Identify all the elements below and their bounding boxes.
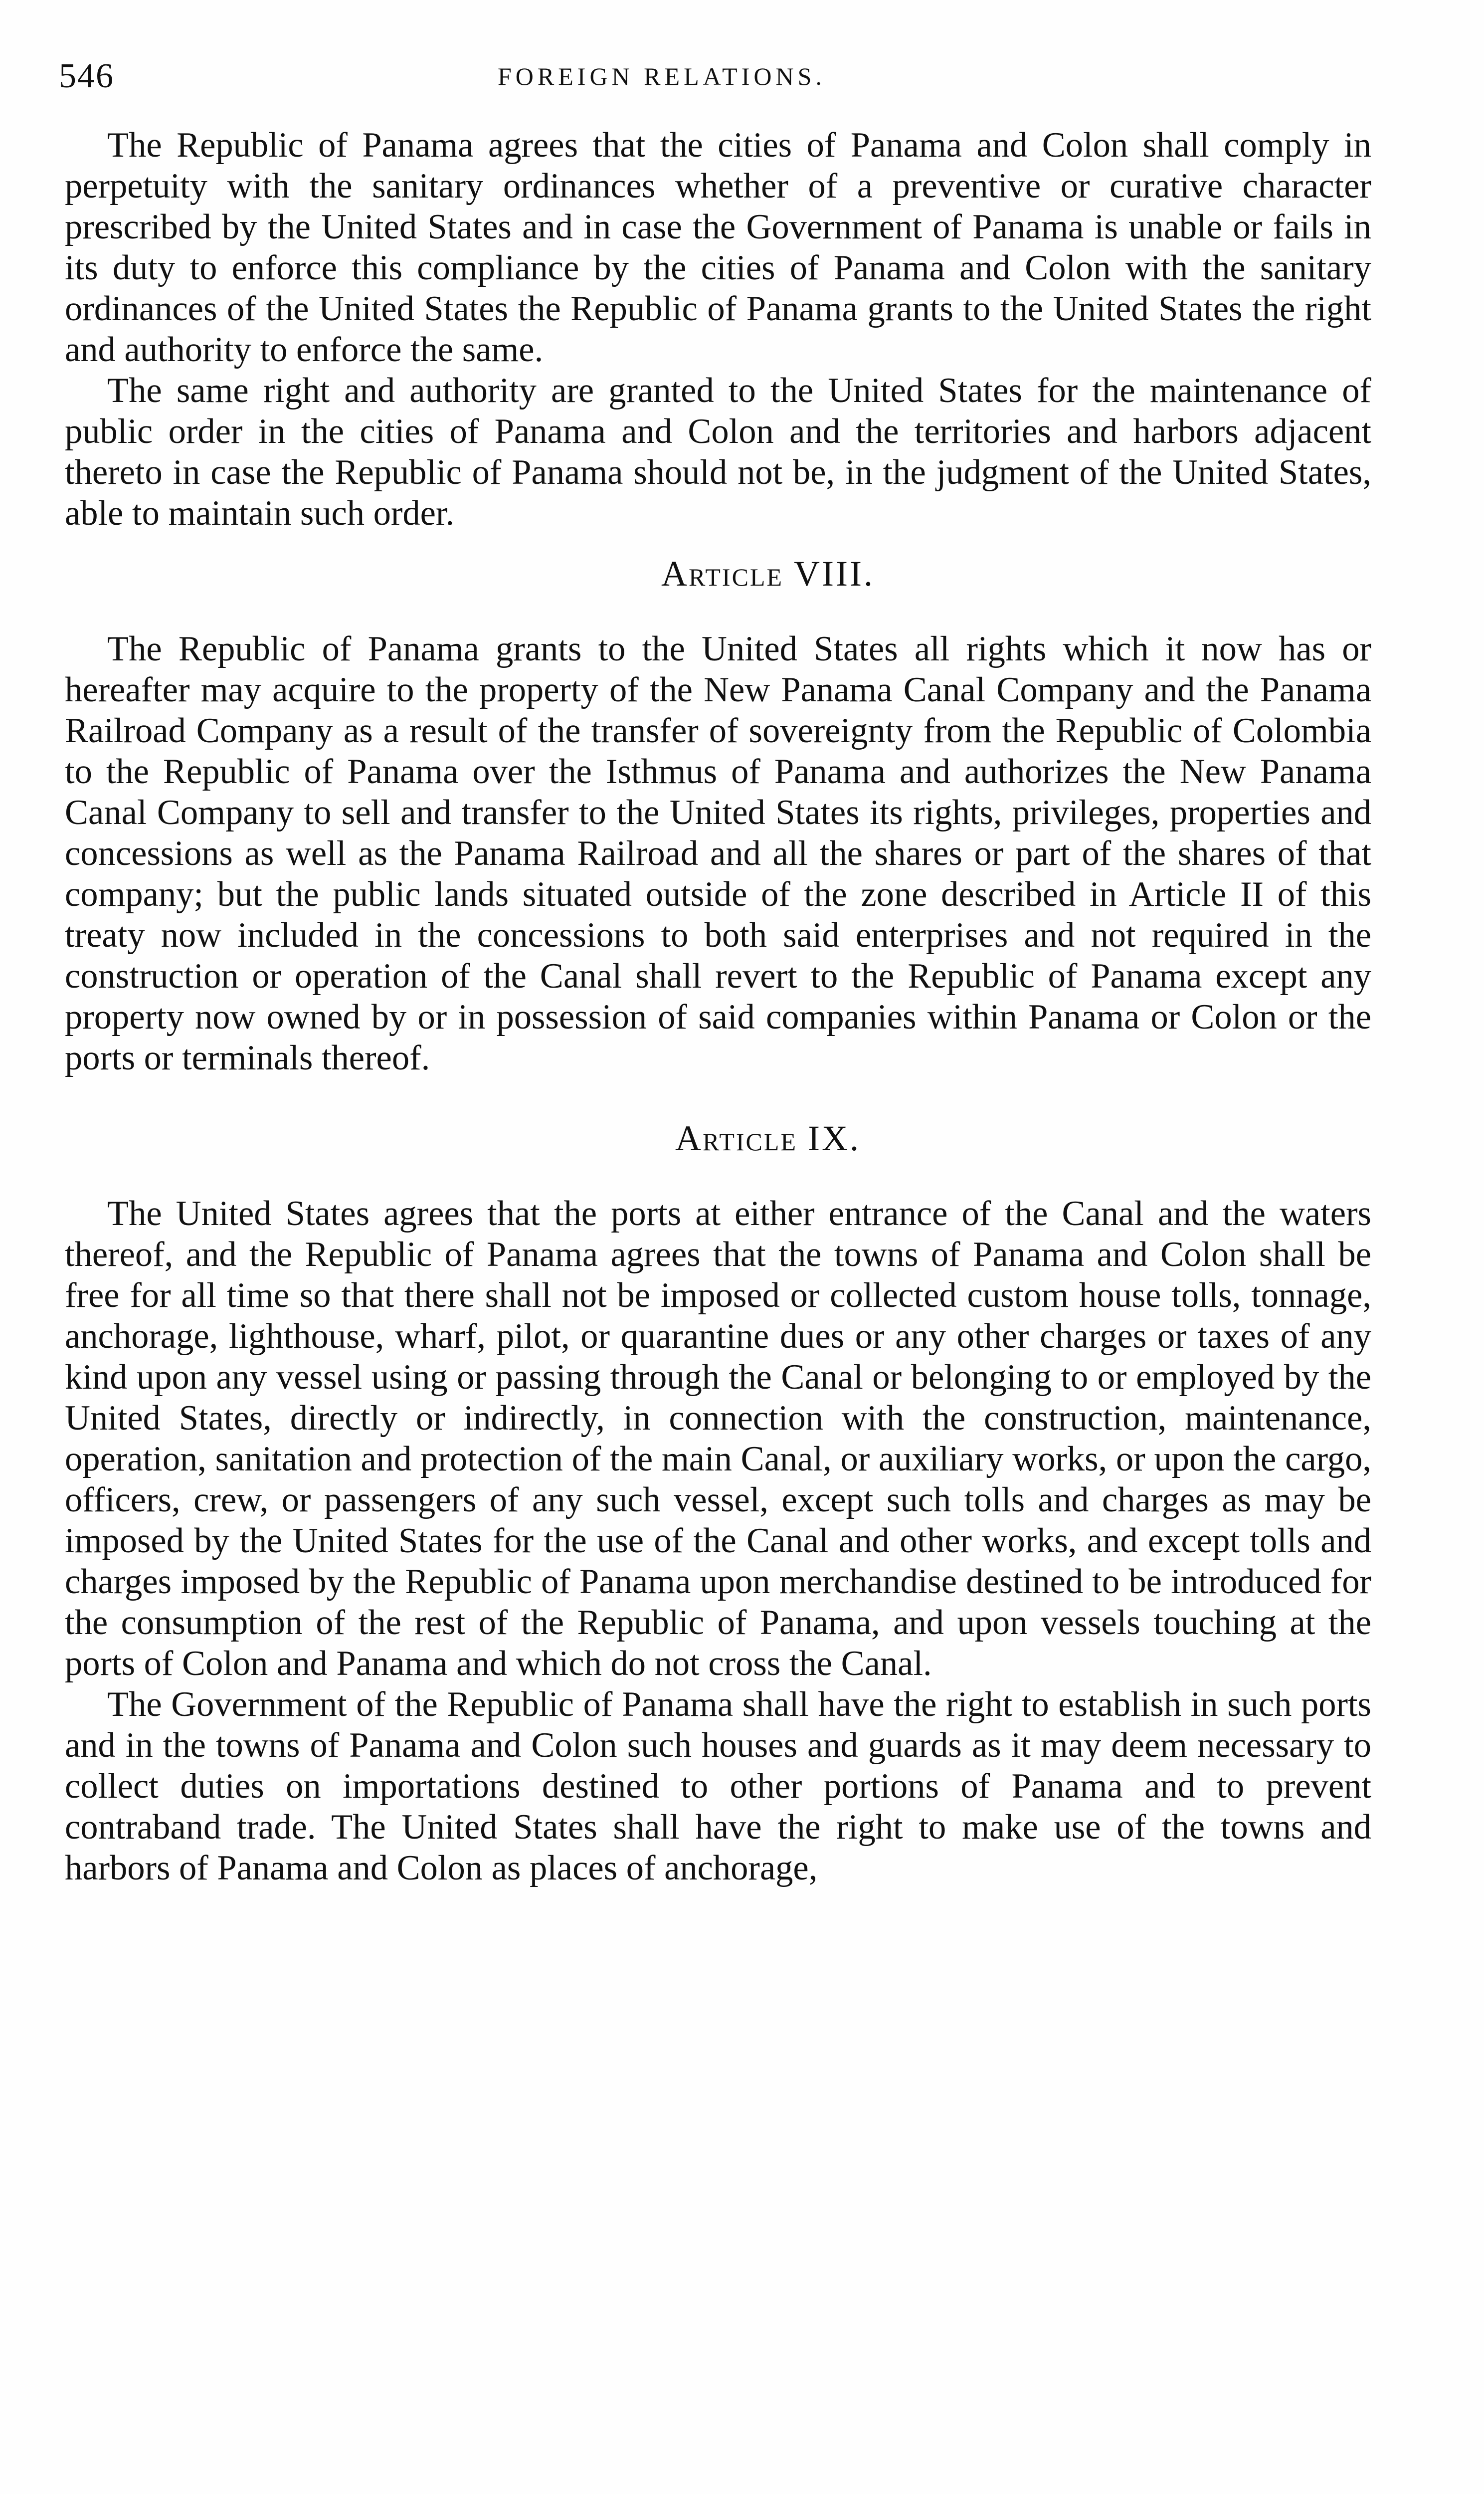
paragraph-article-9-customs: The Government of the Republic of Panama shall have the right to establish in such ports and in the towns of Panama and Colon such houses and guards as it may deem necessary to collect duties on importations destined to other portions of Panama and to prevent contraband trade. The United States shall have the right to make use of the towns and harbors of Panama and Colon as places of anchorage,: [65, 1685, 1371, 1887]
article-8-heading: [65, 549, 1371, 599]
paragraph-article-8: The Republic of Panama grants to the United States all rights which it now has or hereafter may acquire to the property of the New Panama Canal Company and the Panama Railroad Company as a result of the transfer of sovereignty from the Republic of Colombia to the Republic of Panama over the Isthmus of Panama and authorizes the New Panama Canal Company to sell and transfer to the United States its rights, privileges, properties and concessions as well as the Panama Railroad and all the shares or part of the shares of that company; but the public lands situated outside of the zone described in Article II of this treaty now included in the concessions to both said enterprises and not required in the construction or operation of the Canal shall revert to the Republic of Panama except any property now owned by or in possession of said companies within Panama or Colon or the ports or terminals thereof.: [65, 629, 1371, 1077]
article-9-heading: [65, 1113, 1371, 1163]
article-8-word: Article: [661, 554, 784, 594]
article-8-numeral: VIII.: [794, 554, 875, 594]
article-9-numeral: IX.: [807, 1118, 861, 1158]
paragraph-public-order: The same right and authority are granted to the United States for the maintenance of public order in the cities of Panama and Colon and the territories and harbors adjacent thereto in case the Republic of Panama should not be, in the judgment of the United States, able to maintain such order.: [65, 371, 1371, 533]
page-header: [59, 59, 1385, 114]
page-number: 546: [59, 57, 114, 95]
body-text: [65, 125, 1371, 1888]
paragraph-sanitary-ordinances: The Republic of Panama agrees that the cities of Panama and Colon shall comply in perpetuity with the sanitary ordinances whether of a preventive or curative character prescribed by the United States and in case the Government of Panama is unable or fails in its duty to enforce this compliance by the cities of Panama and Colon with the sanitary ordinances of the United States the Republic of Panama grants to the United States the right and authority to enforce the same.: [65, 126, 1371, 369]
paragraph-article-9-ports: The United States agrees that the ports at either entrance of the Canal and the waters thereof, and the Republic of Panama agrees that the towns of Panama and Colon shall be free for all time so that there shall not be imposed or collected custom house tolls, tonnage, anchorage, lighthouse, wharf, pilot, or quarantine dues or any other charges or taxes of any kind upon any vessel using or passing through the Canal or belonging to or employed by the United States, directly or indirectly, in connection with the construction, maintenance, operation, sanitation and protection of the main Canal, or auxiliary works, or upon the cargo, officers, crew, or passengers of any such vessel, except such tolls and charges as may be imposed by the United States for the use of the Canal and other works, and except tolls and charges imposed by the Republic of Panama upon merchandise destined to be introduced for the consumption of the rest of the Republic of Panama, and upon vessels touching at the ports of Colon and Panama and which do not cross the Canal.: [65, 1194, 1371, 1683]
article-9-word: Article: [675, 1118, 797, 1158]
running-head: FOREIGN RELATIONS.: [498, 62, 826, 90]
